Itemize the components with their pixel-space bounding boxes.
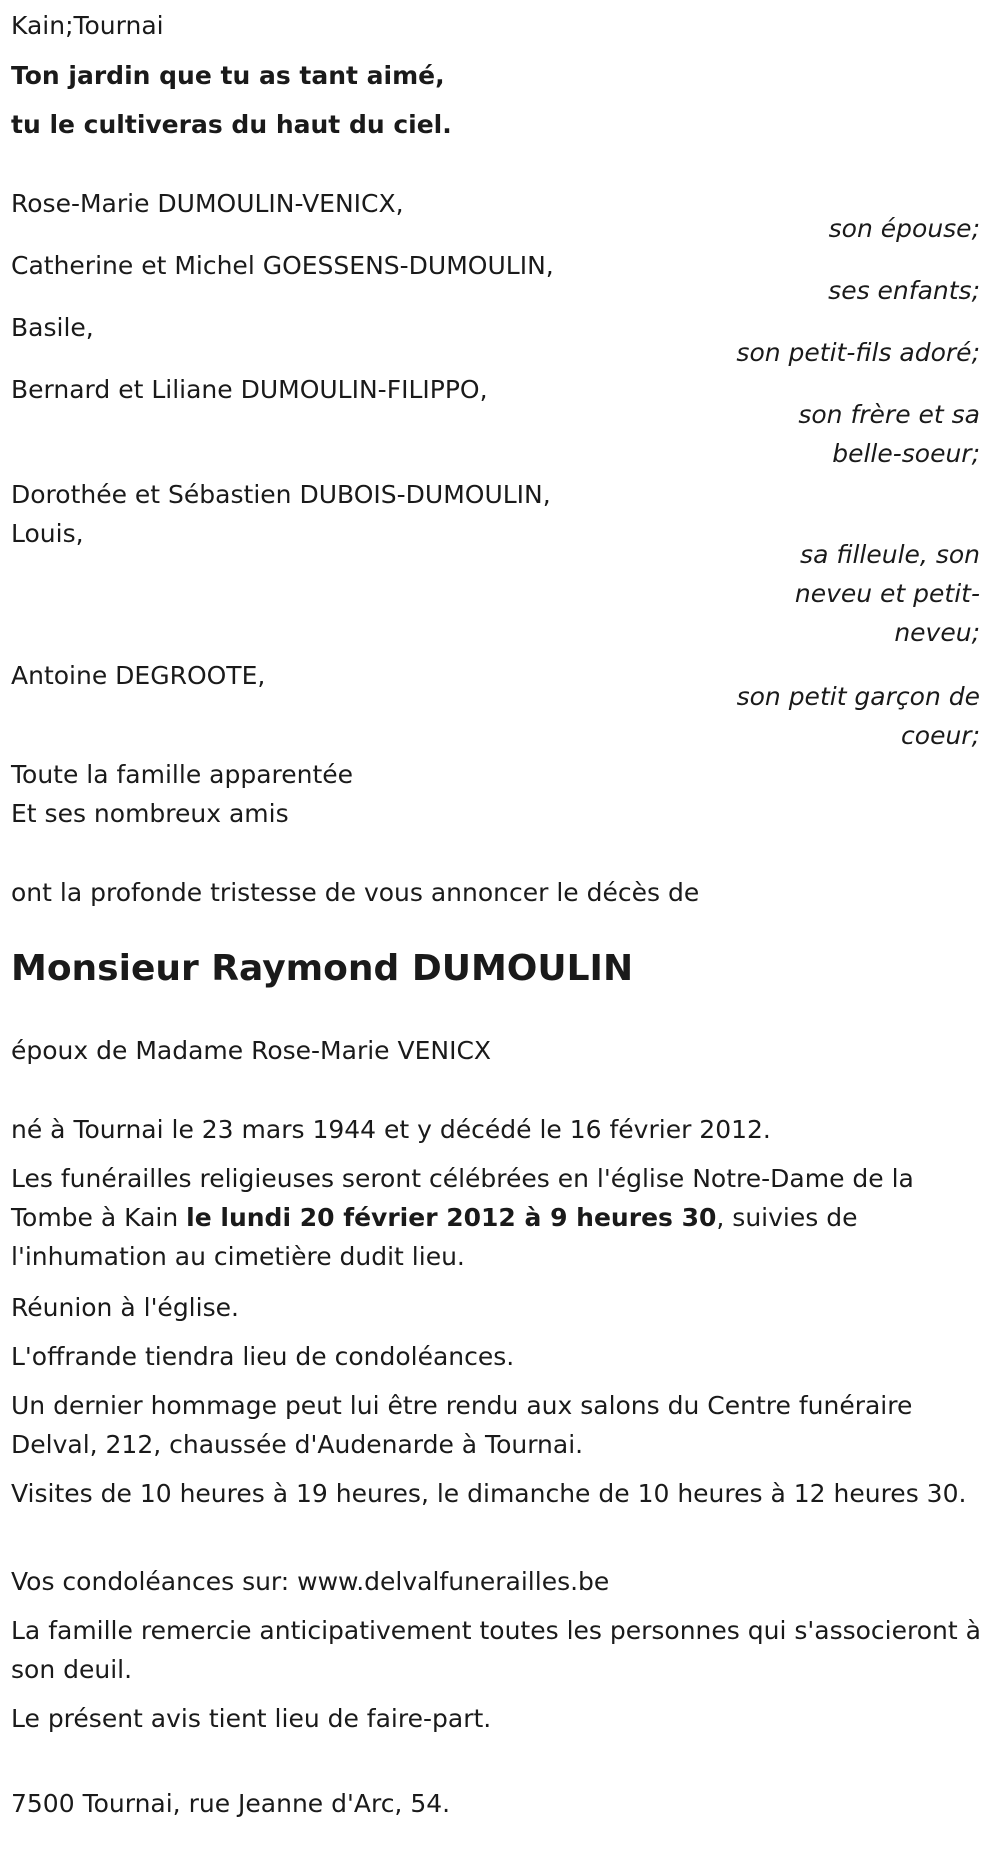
family-relation: neveu; [894, 618, 980, 647]
deceased-spouse: époux de Madame Rose-Marie VENICX [11, 1036, 492, 1065]
funeral-date: le lundi 20 février 2012 à 9 heures 30 [186, 1203, 717, 1232]
note-offrande: L'offrande tiendra lieu de condoléances. [11, 1342, 515, 1371]
family-relation: son épouse; [828, 214, 980, 243]
funeral-text-2: , suivies de l'inhumation au cimetière dudit lieu. [11, 1203, 858, 1271]
funeral-details [11, 1159, 986, 1276]
announcement: ont la profonde tristesse de vous annoncer le décès de [11, 878, 700, 907]
epitaph-line-2: tu le cultiveras du haut du ciel. [11, 110, 452, 139]
note-faire-part: Le présent avis tient lieu de faire-part. [11, 1704, 492, 1733]
deceased-dates: né à Tournai le 23 mars 1944 et y décédé le 16 février 2012. [11, 1115, 771, 1144]
family-relation: son frère et sa [798, 400, 980, 429]
family-relation: neveu et petit- [794, 579, 980, 608]
family-name: Bernard et Liliane DUMOULIN-FILIPPO, [11, 375, 488, 404]
epitaph-line-1: Ton jardin que tu as tant aimé, [11, 61, 445, 90]
location: Kain;Tournai [11, 11, 164, 40]
address: 7500 Tournai, rue Jeanne d'Arc, 54. [11, 1789, 451, 1818]
deceased-name: Monsieur Raymond DUMOULIN [11, 948, 634, 989]
funeral-text-1: Les funérailles religieuses seront célébrées en l'église Notre-Dame de la Tombe à Kain [11, 1164, 914, 1232]
family-name: Basile, [11, 313, 94, 342]
note-hommage: Un dernier hommage peut lui être rendu aux salons du Centre funéraire Delval, 212, chaussée d'Audenarde à Tournai. [11, 1391, 913, 1459]
others-line-1: Toute la famille apparentée [11, 760, 354, 789]
note-reunion: Réunion à l'église. [11, 1293, 239, 1322]
family-relation: sa filleule, son [800, 540, 980, 569]
family-relation: belle-soeur; [832, 439, 980, 468]
family-relation: coeur; [901, 721, 980, 750]
family-name: Catherine et Michel GOESSENS-DUMOULIN, [11, 251, 554, 280]
family-name: Louis, [11, 519, 84, 548]
family-relation: ses enfants; [828, 276, 980, 305]
family-relation: son petit-fils adoré; [736, 338, 980, 367]
family-name: Dorothée et Sébastien DUBOIS-DUMOULIN, [11, 480, 551, 509]
note-remerciements: La famille remercie anticipativement toutes les personnes qui s'associeront à son deuil. [11, 1616, 981, 1684]
note-visites: Visites de 10 heures à 19 heures, le dimanche de 10 heures à 12 heures 30. [11, 1479, 967, 1508]
note-condoleances: Vos condoléances sur: www.delvalfunerailles.be [11, 1567, 610, 1596]
family-relation: son petit garçon de [736, 682, 980, 711]
family-name: Rose-Marie DUMOULIN-VENICX, [11, 189, 404, 218]
others-line-2: Et ses nombreux amis [11, 799, 289, 828]
family-name: Antoine DEGROOTE, [11, 661, 266, 690]
